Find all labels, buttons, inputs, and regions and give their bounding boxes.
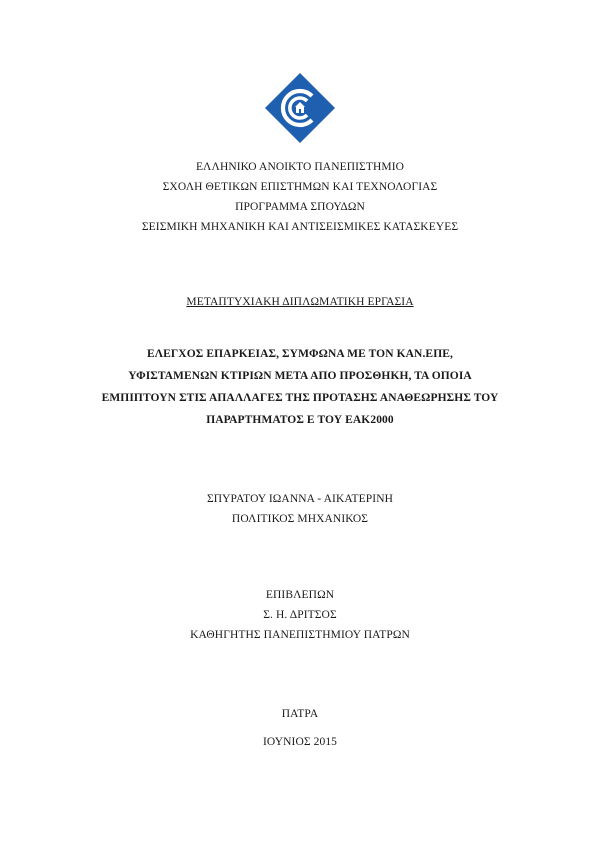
date-block: [0, 732, 600, 752]
author-profession: ΠΟΛΙΤΙΚΟΣ ΜΗΧΑΝΙΚΟΣ: [231, 513, 369, 525]
thesis-title-line: ΥΦΙΣΤΑΜΕΝΩΝ ΚΤΙΡΙΩΝ ΜΕΤΑ ΑΠΟ ΠΡΟΣΘΗΚΗ, ΤΑ ΟΠΟΙΑ: [128, 370, 472, 382]
thesis-type: ΜΕΤΑΠΤΥΧΙΑΚΗ ΔΙΠΛΩΜΑΤΙΚΗ ΕΡΓΑΣΙΑ: [186, 296, 414, 308]
thesis-title: [0, 343, 600, 431]
thesis-title-line: ΠΑΡΑΡΤΗΜΑΤΟΣ Ε ΤΟΥ ΕΑΚ2000: [206, 414, 394, 426]
thesis-title-line: ΕΛΕΓΧΟΣ ΕΠΑΡΚΕΙΑΣ, ΣΥΜΦΩΝΑ ΜΕ ΤΟΝ ΚΑΝ.ΕΠΕ,: [147, 348, 453, 360]
author-block: [0, 489, 600, 529]
program-label: ΠΡΟΓΡΑΜΜΑ ΣΠΟΥΔΩΝ: [235, 201, 365, 213]
institution-name: ΕΛΛΗΝΙΚΟ ΑΝΟΙΚΤΟ ΠΑΝΕΠΙΣΤΗΜΙΟ: [195, 161, 405, 173]
institution-block: [0, 157, 600, 237]
school-name: ΣΧΟΛΗ ΘΕΤΙΚΩΝ ΕΠΙΣΤΗΜΩΝ ΚΑΙ ΤΕΧΝΟΛΟΓΙΑΣ: [162, 181, 438, 193]
supervisor-name: Σ. Η. ΔΡΙΤΣΟΣ: [263, 609, 337, 621]
place: ΠΑΤΡΑ: [281, 708, 319, 720]
program-name: ΣΕΙΣΜΙΚΗ ΜΗΧΑΝΙΚΗ ΚΑΙ ΑΝΤΙΣΕΙΣΜΙΚΕΣ ΚΑΤΑΣΚΕΥΕΣ: [141, 221, 459, 233]
author-name: ΣΠΥΡΑΤΟΥ ΙΩΑΝΝΑ - ΑΙΚΑΤΕΡΙΝΗ: [206, 493, 394, 505]
supervisor-block: [0, 585, 600, 645]
thesis-title-line: ΕΜΠΙΠΤΟΥΝ ΣΤΙΣ ΑΠΑΛΛΑΓΕΣ ΤΗΣ ΠΡΟΤΑΣΗΣ ΑΝΑΘΕΩΡΗΣΗΣ ΤΟΥ: [101, 392, 499, 404]
date: ΙΟΥΝΙΟΣ 2015: [262, 736, 338, 748]
university-emblem-icon: [264, 72, 336, 144]
place-block: [0, 704, 600, 724]
supervisor-position: ΚΑΘΗΓΗΤΗΣ ΠΑΝΕΠΙΣΤΗΜΙΟΥ ΠΑΤΡΩΝ: [190, 629, 410, 641]
supervisor-label: ΕΠΙΒΛΕΠΩΝ: [265, 589, 335, 601]
thesis-type-block: [0, 292, 600, 312]
